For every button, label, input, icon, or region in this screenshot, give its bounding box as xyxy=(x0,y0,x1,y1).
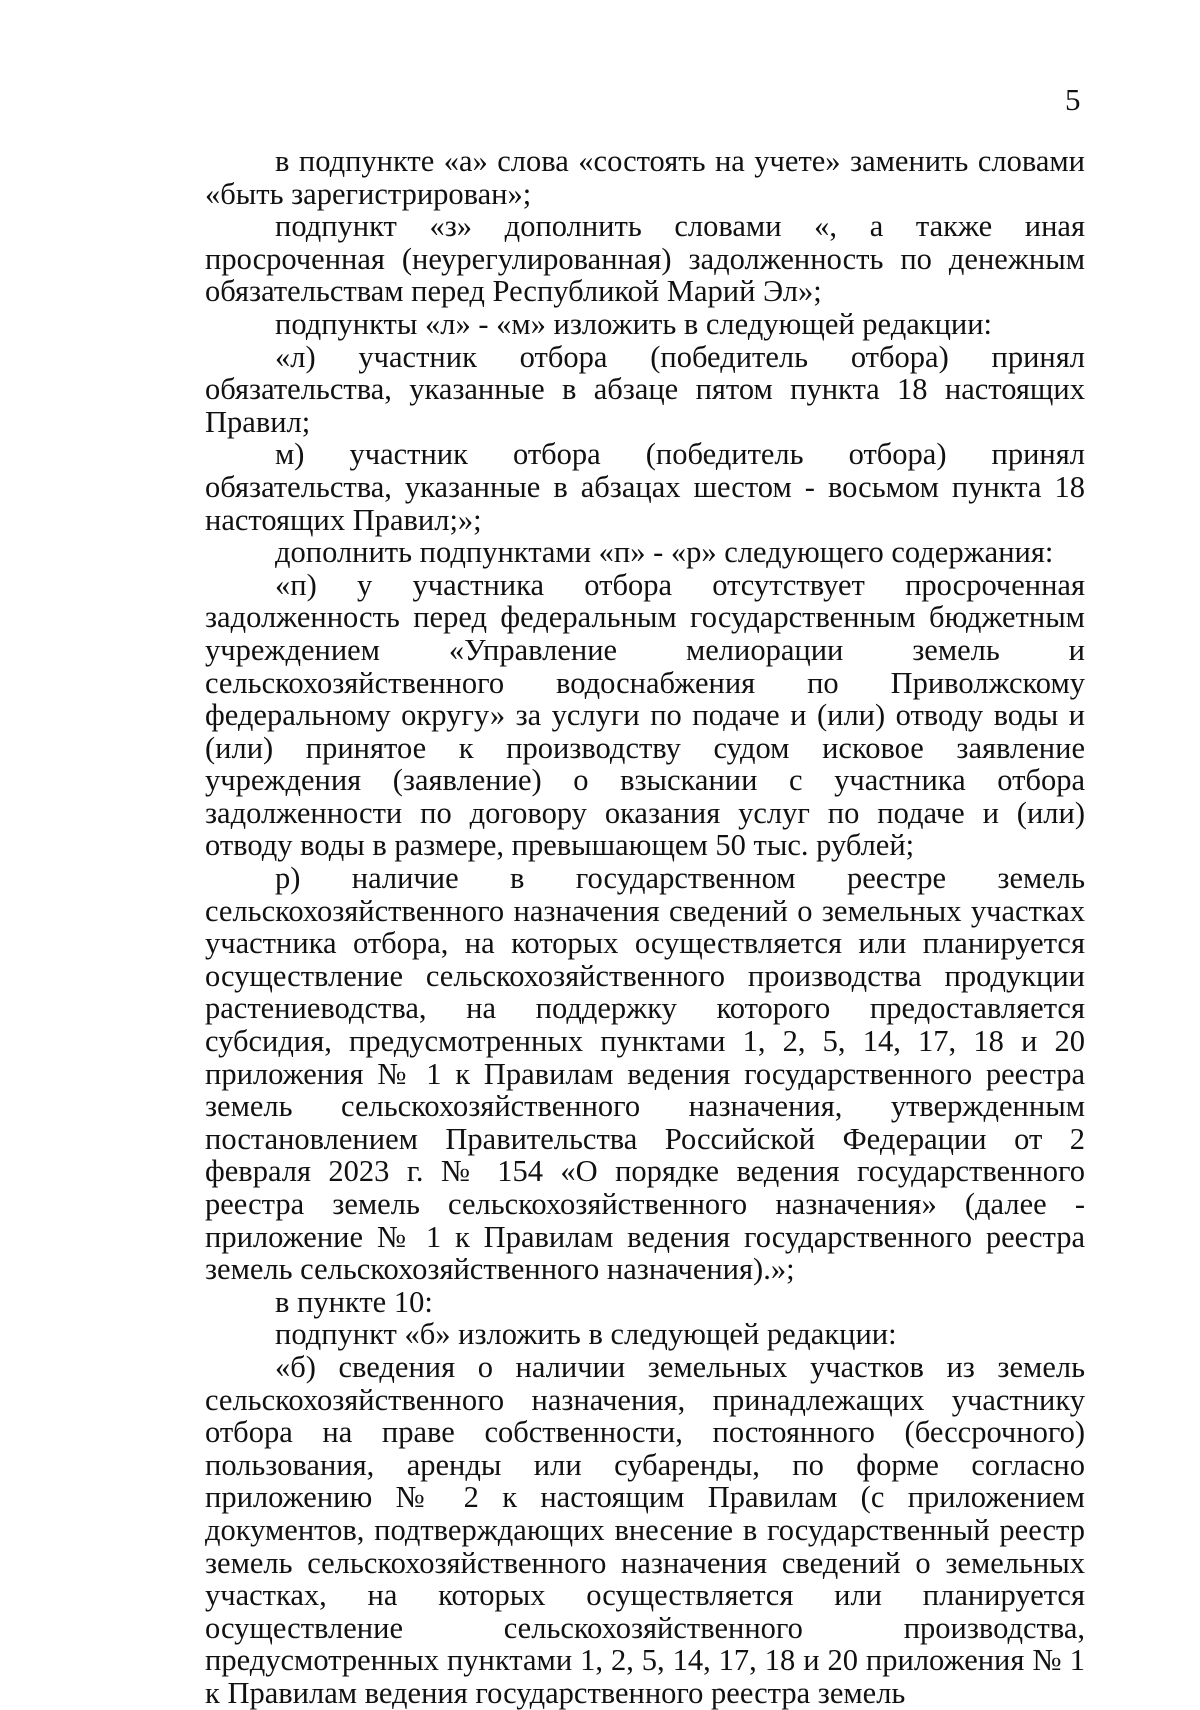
paragraph: дополнить подпунктами «п» - «р» следующего содержания: xyxy=(275,535,1054,570)
paragraph: р) наличие в государственном реестре земель сельскохозяйственного назначения сведений о земельных участках участника отбора, на которых осуществляется или планируется осуществление сельскохозяйственного производства продукции растениеводства, на поддержку которого предоставляется субсидия, предусмотренных пунктами 1, 2, 5, 14, 17, 18 и 20 приложения № 1 к Правилам ведения государственного реестра земель сельскохозяйственного назначения, утвержденным постановлением Правительства Российской Федерации от 2 февраля 2023 г. № 154 «О порядке ведения государственного реестра земель сельскохозяйственного назначения» (далее - приложение № 1 к Правилам ведения государственного реестра земель сельскохозяйственного назначения).»; xyxy=(205,861,1085,1287)
document-body xyxy=(205,145,1085,1710)
paragraph: «п) у участника отбора отсутствует просроченная задолженность перед федеральным государственным бюджетным учреждением «Управление мелиорации земель и сельскохозяйственного водоснабжения по Приволжскому федеральному округу» за услуги по подаче и (или) отводу воды и (или) принятое к производству судом исковое заявление учреждения (заявление) о взыскании с участника отбора задолженности по договору оказания услуг по подаче и (или) отводу воды в размере, превышающем 50 тыс. рублей; xyxy=(205,567,1085,863)
paragraph: «л) участник отбора (победитель отбора) принял обязательства, указанные в абзаце пятом пункта 18 настоящих Правил; xyxy=(205,339,1085,439)
paragraph: в пункте 10: xyxy=(275,1284,433,1319)
page-number: 5 xyxy=(1065,82,1081,117)
paragraph: «б) сведения о наличии земельных участков из земель сельскохозяйственного назначения, принадлежащих участнику отбора на праве собственности, постоянного (бессрочного) пользования, аренды или субаренды, по форме согласно приложению № 2 к настоящим Правилам (с приложением документов, подтверждающих внесение в государственный реестр земель сельскохозяйственного назначения сведений о земельных участках, на которых осуществляется или планируется осуществление сельскохозяйственного производства, предусмотренных пунктами 1, 2, 5, 14, 17, 18 и 20 приложения № 1 к Правилам ведения государственного реестра земель xyxy=(205,1349,1085,1710)
paragraph: подпункты «л» - «м» изложить в следующей редакции: xyxy=(275,306,993,341)
paragraph: в подпункте «а» слова «состоять на учете» заменить словами «быть зарегистрирован»; xyxy=(205,144,1085,211)
paragraph: м) участник отбора (победитель отбора) принял обязательства, указанные в абзацах шестом - восьмом пункта 18 настоящих Правил;»; xyxy=(205,437,1085,537)
paragraph: подпункт «б» изложить в следующей редакции: xyxy=(275,1317,897,1352)
paragraph: подпункт «з» дополнить словами «, а также иная просроченная (неурегулированная) задолженность по денежным обязательствам перед Республикой Марий Эл»; xyxy=(205,209,1085,309)
